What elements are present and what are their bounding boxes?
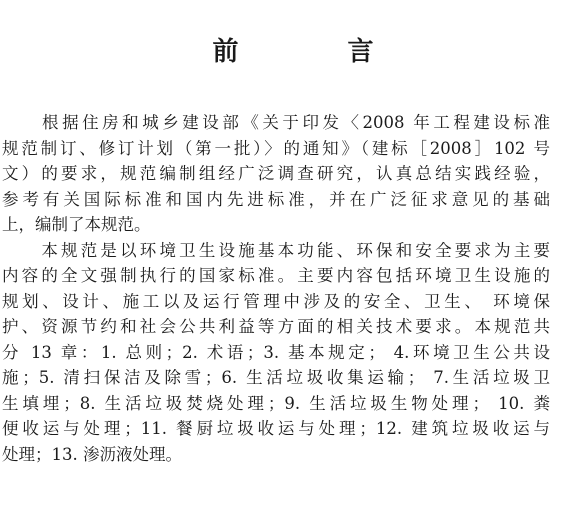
paragraph-1 xyxy=(2,110,550,238)
paragraph-line: 施；5. 清扫保洁及除雪；6. 生活垃圾收集运输； 7.生活垃圾卫 xyxy=(2,368,550,387)
paragraph-line: 规划、设计、施工以及运行管理中涉及的安全、卫生、 环境保 xyxy=(2,291,550,311)
paragraph-line: 内容的全文强制执行的国家标准。主要内容包括环境卫生设施的 xyxy=(2,266,550,285)
paragraph-line: 处理；13. 渗沥液处理。 xyxy=(2,444,182,464)
paragraph-line: 规范制订、修订计划（第一批）〉的通知》（建标［2008］102 号 xyxy=(2,138,550,158)
paragraph-line: 根据住房和城乡建设部《关于印发〈2008 年工程建设标准 xyxy=(2,113,550,132)
page-title: 前 言 xyxy=(212,37,424,67)
paragraph-line: 便收运与处理；11. 餐厨垃圾收运与处理；12. 建筑垃圾收运与 xyxy=(2,419,550,438)
paragraph-line: 上，编制了本规范。 xyxy=(2,215,151,234)
paragraph-line: 生填埋；8. 生活垃圾焚烧处理；9. 生活垃圾生物处理； 10. 粪 xyxy=(2,393,550,413)
paragraph-line: 本规范是以环境卫生设施基本功能、环保和安全要求为主要 xyxy=(2,240,550,260)
paragraph-line: 护、资源节约和社会公共利益等方面的相关技术要求。本规范共 xyxy=(2,317,550,336)
paragraph-line: 参考有关国际标准和国内先进标准，并在广泛征求意见的基础 xyxy=(2,189,550,209)
paragraph-2 xyxy=(2,238,550,468)
paragraph-line: 文）的要求，规范编制组经广泛调查研究，认真总结实践经验， xyxy=(2,164,550,183)
body-text xyxy=(2,110,550,467)
paragraph-line: 分 13 章：1. 总则；2. 术语；3. 基本规定； 4.环境卫生公共设 xyxy=(2,342,550,362)
